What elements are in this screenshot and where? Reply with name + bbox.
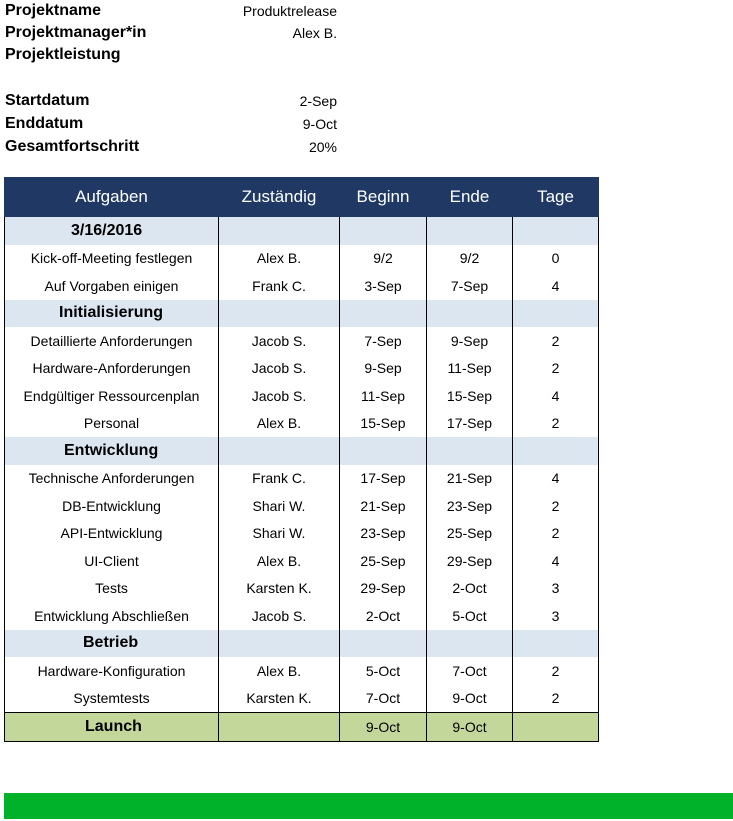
task-name: Systemtests	[5, 685, 219, 713]
phase-title: Betrieb	[5, 630, 219, 658]
table-header-row	[5, 178, 599, 217]
task-days: 2	[513, 685, 599, 713]
task-name: Technische Anforderungen	[5, 465, 219, 493]
task-days: 2	[513, 492, 599, 520]
task-days: 0	[513, 245, 599, 273]
start-date-value: 2-Sep	[299, 93, 337, 109]
task-owner: Jacob S.	[219, 327, 340, 355]
task-start: 9/2	[340, 245, 427, 273]
task-owner: Alex B.	[219, 410, 340, 438]
task-end: 2-Oct	[427, 575, 513, 603]
task-owner: Karsten K.	[219, 685, 340, 713]
launch-row	[5, 713, 599, 742]
table-row	[5, 520, 599, 548]
task-end: 9-Sep	[427, 327, 513, 355]
launch-label: Launch	[5, 713, 219, 742]
task-table	[4, 177, 599, 742]
task-start: 5-Oct	[340, 657, 427, 685]
task-end: 11-Sep	[427, 355, 513, 383]
task-owner: Jacob S.	[219, 602, 340, 630]
phase-row	[5, 300, 599, 328]
task-owner: Alex B.	[219, 245, 340, 273]
table-row	[5, 410, 599, 438]
task-name: Entwicklung Abschließen	[5, 602, 219, 630]
project-manager-row	[5, 22, 337, 44]
start-date-label: Startdatum	[5, 92, 90, 109]
task-owner: Shari W.	[219, 492, 340, 520]
table-row	[5, 575, 599, 603]
overall-progress-row	[5, 136, 337, 158]
table-row	[5, 382, 599, 410]
table-row	[5, 465, 599, 493]
overall-progress-value: 20%	[308, 139, 337, 155]
task-start: 7-Oct	[340, 685, 427, 713]
task-end: 17-Sep	[427, 410, 513, 438]
task-end: 7-Sep	[427, 272, 513, 300]
task-start: 7-Sep	[340, 327, 427, 355]
task-start: 21-Sep	[340, 492, 427, 520]
task-name: Hardware-Konfiguration	[5, 657, 219, 685]
task-end: 23-Sep	[427, 492, 513, 520]
task-name: Detaillierte Anforderungen	[5, 327, 219, 355]
project-name-value: Produktrelease	[242, 3, 337, 19]
task-name: Endgültiger Ressourcenplan	[5, 382, 219, 410]
task-owner: Alex B.	[219, 547, 340, 575]
phase-row	[5, 437, 599, 465]
task-owner: Frank C.	[219, 272, 340, 300]
task-name: Auf Vorgaben einigen	[5, 272, 219, 300]
phase-title: 3/16/2016	[5, 217, 219, 245]
project-manager-value: Alex B.	[292, 25, 337, 41]
project-deliverable-row	[5, 44, 337, 66]
task-days: 4	[513, 465, 599, 493]
task-name: DB-Entwicklung	[5, 492, 219, 520]
task-days: 4	[513, 272, 599, 300]
task-owner: Frank C.	[219, 465, 340, 493]
launch-start: 9-Oct	[340, 713, 427, 742]
task-end: 9-Oct	[427, 685, 513, 713]
task-name: Personal	[5, 410, 219, 438]
task-start: 3-Sep	[340, 272, 427, 300]
task-end: 21-Sep	[427, 465, 513, 493]
task-end: 15-Sep	[427, 382, 513, 410]
task-days: 2	[513, 355, 599, 383]
table-row	[5, 602, 599, 630]
task-days: 3	[513, 602, 599, 630]
header-responsible: Zuständig	[219, 178, 340, 217]
task-start: 25-Sep	[340, 547, 427, 575]
task-name: Tests	[5, 575, 219, 603]
project-manager-label: Projektmanager*in	[5, 24, 147, 41]
table-row	[5, 657, 599, 685]
phase-row	[5, 217, 599, 245]
table-row	[5, 327, 599, 355]
table-row	[5, 272, 599, 300]
phase-title: Initialisierung	[5, 300, 219, 328]
task-owner: Shari W.	[219, 520, 340, 548]
task-days: 2	[513, 520, 599, 548]
task-start: 11-Sep	[340, 382, 427, 410]
overall-progress-label: Gesamtfortschritt	[5, 138, 140, 155]
task-start: 29-Sep	[340, 575, 427, 603]
footer-green-bar	[4, 793, 733, 819]
task-end: 5-Oct	[427, 602, 513, 630]
task-owner: Jacob S.	[219, 355, 340, 383]
end-date-value: 9-Oct	[302, 116, 337, 132]
header-tasks: Aufgaben	[5, 178, 219, 217]
task-owner: Karsten K.	[219, 575, 340, 603]
task-start: 23-Sep	[340, 520, 427, 548]
task-days: 4	[513, 382, 599, 410]
task-name: Kick-off-Meeting festlegen	[5, 245, 219, 273]
task-start: 15-Sep	[340, 410, 427, 438]
task-owner: Jacob S.	[219, 382, 340, 410]
table-row	[5, 685, 599, 713]
project-name-label: Projektname	[5, 2, 102, 19]
task-end: 29-Sep	[427, 547, 513, 575]
task-name: API-Entwicklung	[5, 520, 219, 548]
table-row	[5, 547, 599, 575]
header-end: Ende	[427, 178, 513, 217]
task-name: Hardware-Anforderungen	[5, 355, 219, 383]
end-date-row	[5, 113, 337, 135]
end-date-label: Enddatum	[5, 115, 84, 132]
task-days: 2	[513, 410, 599, 438]
start-date-row	[5, 90, 337, 112]
table-row	[5, 355, 599, 383]
task-end: 7-Oct	[427, 657, 513, 685]
task-start: 2-Oct	[340, 602, 427, 630]
project-deliverable-label: Projektleistung	[5, 46, 121, 63]
task-days: 2	[513, 327, 599, 355]
task-end: 9/2	[427, 245, 513, 273]
task-days: 4	[513, 547, 599, 575]
project-name-row	[5, 0, 337, 22]
task-name: UI-Client	[5, 547, 219, 575]
task-days: 3	[513, 575, 599, 603]
task-end: 25-Sep	[427, 520, 513, 548]
table-row	[5, 492, 599, 520]
table-row	[5, 245, 599, 273]
task-start: 17-Sep	[340, 465, 427, 493]
launch-end: 9-Oct	[427, 713, 513, 742]
task-days: 2	[513, 657, 599, 685]
phase-row	[5, 630, 599, 658]
task-owner: Alex B.	[219, 657, 340, 685]
header-days: Tage	[513, 178, 599, 217]
phase-title: Entwicklung	[5, 437, 219, 465]
header-start: Beginn	[340, 178, 427, 217]
task-start: 9-Sep	[340, 355, 427, 383]
